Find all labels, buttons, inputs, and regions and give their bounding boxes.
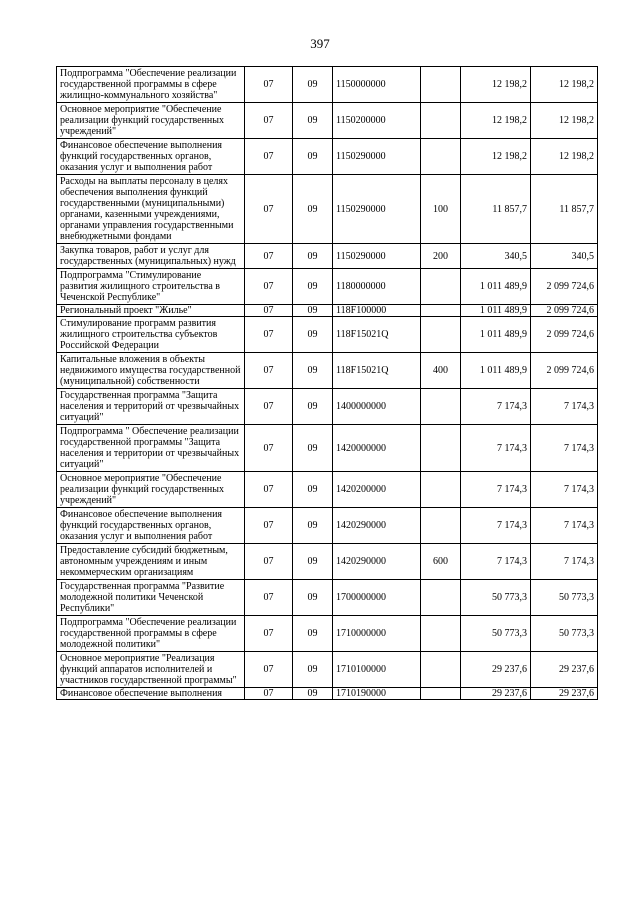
row-name-cell: Региональный проект "Жилье": [57, 305, 245, 317]
section-code-cell: 07: [245, 688, 293, 700]
target-article-code-cell: 1150000000: [333, 67, 421, 103]
subsection-code-cell: 09: [293, 425, 333, 472]
row-name-cell: Основное мероприятие "Обеспечение реализации функций государственных учреждений": [57, 472, 245, 508]
table-row: [57, 425, 598, 472]
table-row: [57, 244, 598, 269]
section-code-cell: 07: [245, 269, 293, 305]
subsection-code-cell: 09: [293, 244, 333, 269]
row-name-cell: Основное мероприятие "Обеспечение реализации функций государственных учреждений": [57, 103, 245, 139]
section-code-cell: 07: [245, 508, 293, 544]
subsection-code-cell: 09: [293, 175, 333, 244]
subsection-code-cell: 09: [293, 317, 333, 353]
subsection-code-cell: 09: [293, 305, 333, 317]
table-row: [57, 103, 598, 139]
row-name-cell: Основное мероприятие "Реализация функций аппаратов исполнителей и участников государственной программы": [57, 652, 245, 688]
subsection-code-cell: 09: [293, 269, 333, 305]
target-article-code-cell: 118F100000: [333, 305, 421, 317]
table-row: [57, 175, 598, 244]
subsection-code-cell: 09: [293, 688, 333, 700]
subsection-code-cell: 09: [293, 652, 333, 688]
expense-type-cell: [421, 317, 461, 353]
target-article-code-cell: 1420000000: [333, 425, 421, 472]
amount-year2-cell: 50 773,3: [531, 580, 598, 616]
expense-type-cell: [421, 508, 461, 544]
table-row: [57, 305, 598, 317]
amount-year1-cell: 50 773,3: [461, 616, 531, 652]
amount-year1-cell: 7 174,3: [461, 425, 531, 472]
expense-type-cell: [421, 425, 461, 472]
section-code-cell: 07: [245, 317, 293, 353]
expense-type-cell: [421, 103, 461, 139]
row-name-cell: Расходы на выплаты персоналу в целях обеспечения выполнения функций государственными (муниципальными) органами, казенными учреждениями, органами управления государственными внебюджетными фондами: [57, 175, 245, 244]
table-row: [57, 616, 598, 652]
subsection-code-cell: 09: [293, 472, 333, 508]
table-row: [57, 317, 598, 353]
table-row: [57, 508, 598, 544]
expense-type-cell: 400: [421, 353, 461, 389]
section-code-cell: 07: [245, 175, 293, 244]
expense-type-cell: [421, 67, 461, 103]
target-article-code-cell: 118F15021Q: [333, 353, 421, 389]
target-article-code-cell: 1710000000: [333, 616, 421, 652]
expense-type-cell: [421, 472, 461, 508]
target-article-code-cell: 1150290000: [333, 244, 421, 269]
expense-type-cell: 200: [421, 244, 461, 269]
row-name-cell: Государственная программа "Развитие молодежной политики Чеченской Республики": [57, 580, 245, 616]
target-article-code-cell: 118F15021Q: [333, 317, 421, 353]
amount-year1-cell: 7 174,3: [461, 472, 531, 508]
amount-year1-cell: 7 174,3: [461, 544, 531, 580]
row-name-cell: Предоставление субсидий бюджетным, автономным учреждениям и иным некоммерческим организациям: [57, 544, 245, 580]
amount-year1-cell: 29 237,6: [461, 688, 531, 700]
target-article-code-cell: 1400000000: [333, 389, 421, 425]
amount-year1-cell: 7 174,3: [461, 389, 531, 425]
expense-type-cell: 600: [421, 544, 461, 580]
table-row: [57, 139, 598, 175]
row-name-cell: Подпрограмма "Обеспечение реализации государственной программы в сфере молодежной политики": [57, 616, 245, 652]
row-name-cell: Финансовое обеспечение выполнения функций государственных органов, оказания услуг и выполнения работ: [57, 139, 245, 175]
section-code-cell: 07: [245, 616, 293, 652]
section-code-cell: 07: [245, 580, 293, 616]
subsection-code-cell: 09: [293, 389, 333, 425]
amount-year2-cell: 2 099 724,6: [531, 353, 598, 389]
section-code-cell: 07: [245, 67, 293, 103]
expense-type-cell: 100: [421, 175, 461, 244]
amount-year1-cell: 11 857,7: [461, 175, 531, 244]
subsection-code-cell: 09: [293, 544, 333, 580]
row-name-cell: Подпрограмма "Стимулирование развития жилищного строительства в Чеченской Республике": [57, 269, 245, 305]
table-row: [57, 472, 598, 508]
expense-type-cell: [421, 688, 461, 700]
row-name-cell: Финансовое обеспечение выполнения: [57, 688, 245, 700]
expense-type-cell: [421, 269, 461, 305]
subsection-code-cell: 09: [293, 508, 333, 544]
row-name-cell: Подпрограмма " Обеспечение реализации государственной программы "Защита населения и территории от чрезвычайных ситуаций": [57, 425, 245, 472]
amount-year2-cell: 7 174,3: [531, 389, 598, 425]
expense-type-cell: [421, 580, 461, 616]
amount-year2-cell: 340,5: [531, 244, 598, 269]
amount-year2-cell: 29 237,6: [531, 652, 598, 688]
target-article-code-cell: 1150200000: [333, 103, 421, 139]
row-name-cell: Государственная программа "Защита населения и территорий от чрезвычайных ситуаций": [57, 389, 245, 425]
target-article-code-cell: 1710190000: [333, 688, 421, 700]
table-body: [57, 67, 598, 700]
table-row: [57, 580, 598, 616]
table-row: [57, 688, 598, 700]
section-code-cell: 07: [245, 652, 293, 688]
amount-year2-cell: 2 099 724,6: [531, 305, 598, 317]
target-article-code-cell: 1150290000: [333, 175, 421, 244]
amount-year1-cell: 7 174,3: [461, 508, 531, 544]
amount-year1-cell: 12 198,2: [461, 103, 531, 139]
section-code-cell: 07: [245, 305, 293, 317]
target-article-code-cell: 1150290000: [333, 139, 421, 175]
amount-year2-cell: 7 174,3: [531, 544, 598, 580]
section-code-cell: 07: [245, 244, 293, 269]
amount-year2-cell: 29 237,6: [531, 688, 598, 700]
section-code-cell: 07: [245, 103, 293, 139]
amount-year1-cell: 340,5: [461, 244, 531, 269]
section-code-cell: 07: [245, 353, 293, 389]
target-article-code-cell: 1180000000: [333, 269, 421, 305]
amount-year1-cell: 1 011 489,9: [461, 317, 531, 353]
amount-year1-cell: 1 011 489,9: [461, 269, 531, 305]
section-code-cell: 07: [245, 425, 293, 472]
expense-type-cell: [421, 652, 461, 688]
subsection-code-cell: 09: [293, 353, 333, 389]
table-row: [57, 652, 598, 688]
amount-year1-cell: 29 237,6: [461, 652, 531, 688]
subsection-code-cell: 09: [293, 139, 333, 175]
amount-year2-cell: 2 099 724,6: [531, 269, 598, 305]
amount-year2-cell: 7 174,3: [531, 472, 598, 508]
section-code-cell: 07: [245, 139, 293, 175]
expense-type-cell: [421, 139, 461, 175]
target-article-code-cell: 1420200000: [333, 472, 421, 508]
table-row: [57, 269, 598, 305]
amount-year2-cell: 50 773,3: [531, 616, 598, 652]
amount-year2-cell: 7 174,3: [531, 508, 598, 544]
table-row: [57, 389, 598, 425]
budget-table: [56, 66, 598, 700]
subsection-code-cell: 09: [293, 103, 333, 139]
amount-year2-cell: 12 198,2: [531, 67, 598, 103]
expense-type-cell: [421, 389, 461, 425]
amount-year2-cell: 12 198,2: [531, 103, 598, 139]
row-name-cell: Финансовое обеспечение выполнения функций государственных органов, оказания услуг и выполнения работ: [57, 508, 245, 544]
row-name-cell: Капитальные вложения в объекты недвижимого имущества государственной (муниципальной) собственности: [57, 353, 245, 389]
section-code-cell: 07: [245, 472, 293, 508]
amount-year1-cell: 1 011 489,9: [461, 353, 531, 389]
amount-year2-cell: 11 857,7: [531, 175, 598, 244]
amount-year1-cell: 1 011 489,9: [461, 305, 531, 317]
section-code-cell: 07: [245, 544, 293, 580]
table-row: [57, 353, 598, 389]
amount-year2-cell: 12 198,2: [531, 139, 598, 175]
target-article-code-cell: 1710100000: [333, 652, 421, 688]
amount-year1-cell: 50 773,3: [461, 580, 531, 616]
target-article-code-cell: 1420290000: [333, 544, 421, 580]
table-row: [57, 67, 598, 103]
row-name-cell: Закупка товаров, работ и услуг для государственных (муниципальных) нужд: [57, 244, 245, 269]
amount-year2-cell: 7 174,3: [531, 425, 598, 472]
subsection-code-cell: 09: [293, 580, 333, 616]
row-name-cell: Подпрограмма "Обеспечение реализации государственной программы в сфере жилищно-коммунального хозяйства": [57, 67, 245, 103]
subsection-code-cell: 09: [293, 616, 333, 652]
amount-year1-cell: 12 198,2: [461, 67, 531, 103]
amount-year1-cell: 12 198,2: [461, 139, 531, 175]
target-article-code-cell: 1700000000: [333, 580, 421, 616]
subsection-code-cell: 09: [293, 67, 333, 103]
target-article-code-cell: 1420290000: [333, 508, 421, 544]
expense-type-cell: [421, 616, 461, 652]
expense-type-cell: [421, 305, 461, 317]
row-name-cell: Стимулирование программ развития жилищного строительства субъектов Российской Федерации: [57, 317, 245, 353]
amount-year2-cell: 2 099 724,6: [531, 317, 598, 353]
section-code-cell: 07: [245, 389, 293, 425]
page-number: 397: [310, 36, 330, 51]
table-row: [57, 544, 598, 580]
